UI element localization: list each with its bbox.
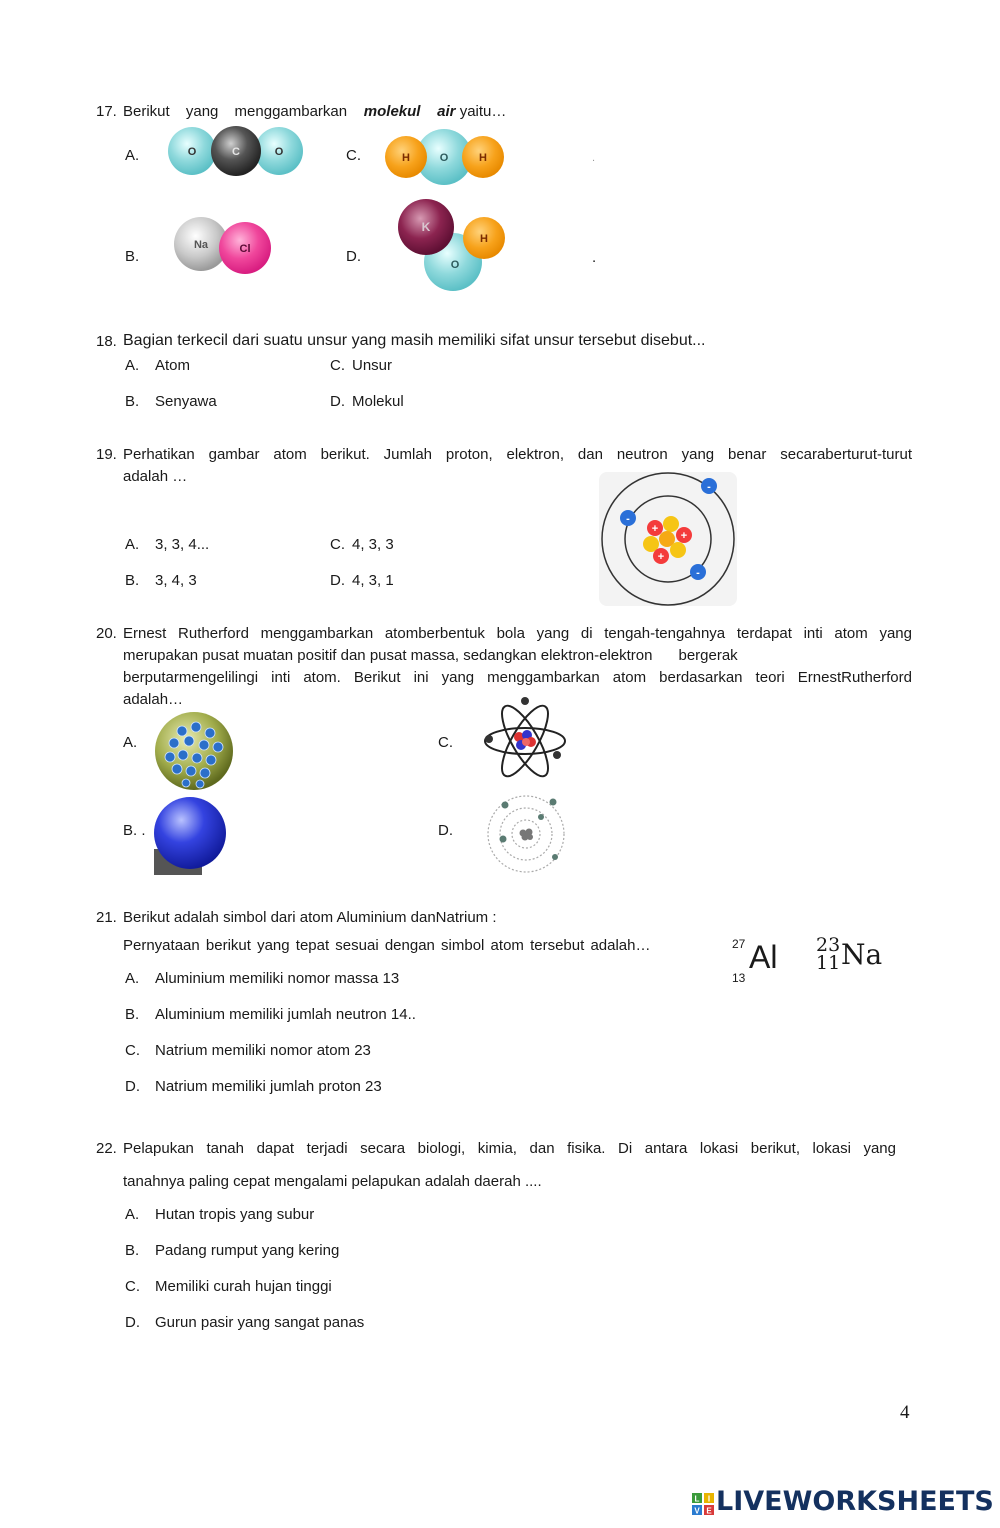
atom-label: Na [193, 239, 209, 251]
atom-label: O [439, 152, 449, 164]
option-letter: D. [125, 1314, 140, 1331]
option-d[interactable] [125, 1313, 364, 1333]
dot-c: . [592, 152, 596, 164]
dot-d: . [592, 249, 597, 266]
question-number: 19. [96, 446, 117, 463]
option-d[interactable] [330, 571, 394, 591]
question-text-line: tanahnya paling cepat mengalami pelapukan adalah daerah .... [123, 1173, 542, 1190]
option-letter: A. [125, 970, 140, 987]
question-number: 18. [96, 333, 117, 350]
question-text-line: berputarmengelilingi inti atom. Berikut ini yang menggambarkan atom berdasarkan teori ErnestRutherford [123, 669, 912, 686]
option-b-letter[interactable]: B. [125, 248, 140, 265]
option-letter: B. [125, 1242, 140, 1259]
atom-label: C [232, 146, 240, 158]
question-text-part: merupakan pusat muatan positif dan pusat massa, sedangkan elektron-elektron [123, 647, 653, 664]
liveworksheets-logo-icon [692, 1493, 714, 1515]
option-letter: D. [125, 1078, 140, 1095]
option-text: 3, 3, 4... [155, 536, 210, 553]
option-letter: A. [125, 357, 140, 374]
option-text: Unsur [352, 357, 393, 374]
question-text-line: Berikut adalah simbol dari atom Aluminium danNatrium : [123, 909, 497, 926]
question-text-line: adalah … [123, 468, 188, 485]
option-b-letter[interactable]: B. . [123, 822, 146, 839]
na-element-symbol: Na [841, 938, 883, 971]
liveworksheets-brand[interactable]: LIVEWORKSHEETS [716, 1486, 994, 1517]
plum-pudding-model-image[interactable] [152, 709, 236, 793]
option-letter: A. [125, 1206, 140, 1223]
molecule-nacl-image[interactable] [173, 218, 273, 274]
option-a[interactable] [125, 535, 209, 555]
option-c[interactable] [330, 356, 392, 376]
emphasis-air: air [437, 103, 456, 120]
question-text-part: Berikut yang menggambarkan [123, 103, 348, 120]
question-number: 17. [96, 103, 117, 120]
option-a-letter[interactable]: A. [123, 734, 138, 751]
option-b[interactable] [125, 1005, 416, 1025]
option-b[interactable] [125, 392, 217, 412]
option-c[interactable] [125, 1277, 332, 1297]
option-a[interactable] [125, 1205, 314, 1225]
question-18 [0, 332, 1000, 422]
question-21 [0, 907, 1000, 1107]
option-text: Senyawa [155, 393, 217, 410]
question-text: Bagian terkecil dari suatu unsur yang masih memiliki sifat unsur tersebut disebut... [123, 332, 706, 349]
atom-label: H [479, 152, 487, 164]
logo-letter: V [694, 1506, 700, 1516]
option-c[interactable] [125, 1041, 371, 1061]
question-20 [0, 623, 1000, 883]
option-c-letter[interactable]: C. [346, 147, 361, 164]
atom-diagram-image [598, 472, 738, 608]
option-b[interactable] [125, 571, 197, 591]
option-d[interactable] [330, 392, 404, 412]
option-d[interactable] [125, 1077, 382, 1097]
electron-sign: - [707, 481, 711, 493]
option-letter: A. [125, 536, 140, 553]
option-text: Natrium memiliki jumlah proton 23 [155, 1078, 382, 1095]
question-number: 20. [96, 625, 117, 642]
question-text-line: Ernest Rutherford menggambarkan atomberbentuk bola yang di tengah-tengahnya terdapat inti atom yang [123, 625, 912, 642]
atom-label: K [421, 220, 431, 234]
option-text: 4, 3, 3 [352, 536, 394, 553]
question-text-line: Perhatikan gambar atom berikut. Jumlah proton, elektron, dan neutron yang benar secaraberturut-turut [123, 446, 912, 463]
natrium-symbol [816, 935, 896, 985]
aluminium-symbol [730, 933, 800, 983]
option-a[interactable] [125, 969, 399, 989]
option-text: Molekul [352, 393, 404, 410]
question-text-part: bergerak [678, 647, 738, 664]
question-text-line [123, 645, 738, 667]
question-19 [0, 444, 1000, 614]
question-17 [0, 100, 1000, 300]
emphasis-molekul: molekul [363, 103, 421, 120]
molecule-koh-image[interactable] [396, 198, 508, 294]
question-text-line: adalah… [123, 691, 184, 708]
question-text-line: Pernyataan berikut yang tepat sesuai dengan simbol atom tersebut adalah… [123, 937, 651, 954]
question-number: 22. [96, 1140, 117, 1157]
question-text [123, 101, 506, 123]
proton-sign: + [680, 530, 688, 542]
option-c-letter[interactable]: C. [438, 734, 453, 751]
option-text: Aluminium memiliki nomor massa 13 [155, 970, 400, 987]
option-b[interactable] [125, 1241, 339, 1261]
option-letter: C. [330, 357, 345, 374]
al-mass-number: 27 [732, 937, 746, 951]
atom-label: H [402, 152, 410, 164]
option-text: 3, 4, 3 [155, 572, 197, 589]
question-22 [0, 1138, 1000, 1338]
option-text: Gurun pasir yang sangat panas [155, 1314, 365, 1331]
proton-sign: + [657, 551, 665, 563]
option-letter: D. [330, 393, 345, 410]
option-letter: B. [125, 572, 140, 589]
electron-sign: - [626, 513, 630, 525]
option-a[interactable] [125, 356, 190, 376]
atom-label: O [274, 146, 284, 158]
logo-letter: L [694, 1494, 700, 1504]
electron-sign: - [696, 567, 700, 579]
option-letter: B. [125, 1006, 140, 1023]
proton-sign: + [651, 523, 659, 535]
molecule-co2-image[interactable] [166, 124, 306, 180]
option-text: 4, 3, 1 [352, 572, 394, 589]
option-c[interactable] [330, 535, 394, 555]
option-letter: C. [125, 1278, 140, 1295]
logo-letter: I [707, 1494, 711, 1504]
option-text: Hutan tropis yang subur [155, 1206, 315, 1223]
option-text: Atom [155, 357, 191, 374]
atom-label: O [450, 259, 460, 271]
atom-label: O [187, 146, 197, 158]
question-text-line: Pelapukan tanah dapat terjadi secara biologi, kimia, dan fisika. Di antara lokasi berikut, lokasi yang [123, 1140, 896, 1157]
dalton-sphere-model-image[interactable] [152, 797, 232, 877]
atom-label: H [480, 233, 488, 245]
al-atomic-number: 13 [732, 971, 746, 985]
molecule-h2o-image[interactable] [384, 128, 508, 188]
al-element-symbol: Al [749, 939, 778, 975]
option-a-letter[interactable]: A. [125, 147, 140, 164]
na-atomic-number: 11 [816, 952, 841, 974]
atom-label: Cl [239, 243, 251, 255]
option-letter: B. [125, 393, 140, 410]
rutherford-model-image[interactable] [483, 695, 567, 787]
option-letter: C. [330, 536, 345, 553]
page-number: 4 [900, 1402, 910, 1423]
option-letter: D. [330, 572, 345, 589]
option-text: Aluminium memiliki jumlah neutron 14.. [155, 1006, 416, 1023]
na-mass-number: 23 [816, 934, 841, 956]
option-letter: C. [125, 1042, 140, 1059]
question-text-part: yaitu… [459, 103, 507, 120]
question-number: 21. [96, 909, 117, 926]
option-text: Natrium memiliki nomor atom 23 [155, 1042, 371, 1059]
logo-letter: E [706, 1506, 712, 1516]
option-d-letter[interactable]: D. [346, 248, 361, 265]
option-text: Memiliki curah hujan tinggi [155, 1278, 332, 1295]
bohr-model-image[interactable] [483, 793, 569, 875]
option-d-letter[interactable]: D. [438, 822, 453, 839]
option-text: Padang rumput yang kering [155, 1242, 340, 1259]
